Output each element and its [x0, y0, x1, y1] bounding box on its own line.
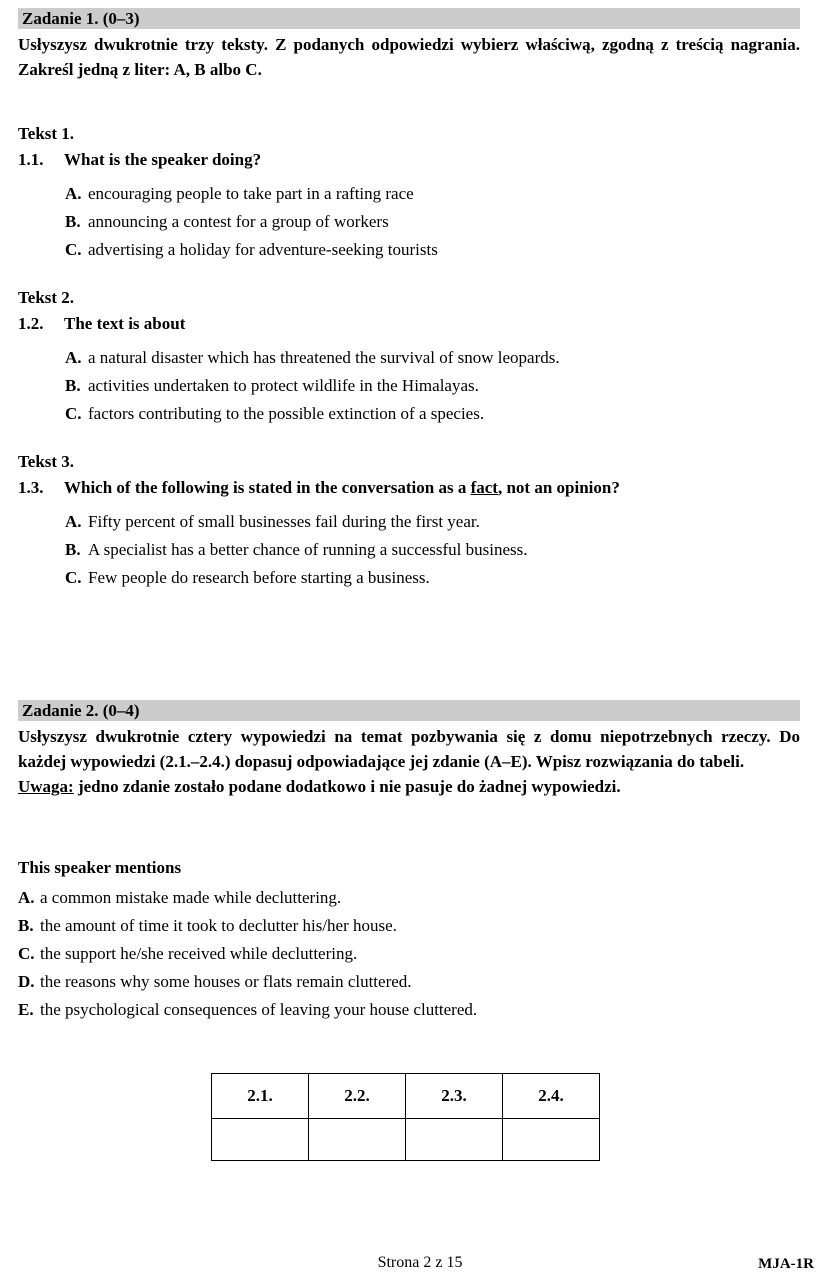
option-letter: A. — [18, 888, 35, 907]
option-letter: C. — [65, 568, 82, 587]
option-text: a common mistake made while decluttering. — [40, 888, 342, 907]
option-letter: D. — [18, 972, 35, 991]
text-3-label: Tekst 3. — [18, 452, 75, 471]
option-letter: A. — [65, 512, 82, 531]
option-letter: E. — [18, 1000, 34, 1019]
question-1-2 — [18, 312, 808, 336]
answer-header-2-3: 2.3. — [406, 1074, 503, 1119]
question-1-2-number: 1.2. — [18, 314, 44, 333]
question-1-1-stem: What is the speaker doing? — [64, 150, 262, 169]
match-option-a[interactable] — [18, 886, 808, 910]
option-text: announcing a contest for a group of workers — [88, 212, 389, 231]
option-letter: A. — [65, 348, 82, 367]
option-text: encouraging people to take part in a rafting race — [88, 184, 414, 203]
match-option-e[interactable] — [18, 998, 808, 1022]
answer-table-input-row — [212, 1119, 600, 1161]
task-2-instruction: Usłyszysz dwukrotnie cztery wypowiedzi na temat pozbywania się z domu niepotrzebnych rzeczy. Do każdej wypowiedzi (2.1.–2.4.) dopasuj odpowiadające jej zdanie (A–E). Wpisz rozwiązania do tabeli. Uwaga: jedno zdanie zostało podane dodatkowo i nie pasuje do żadnej wypowiedzi. — [18, 727, 800, 796]
match-option-b[interactable] — [18, 914, 808, 938]
answer-header-2-1: 2.1. — [212, 1074, 309, 1119]
answer-cell-2-3[interactable] — [406, 1119, 503, 1161]
option-text: Fifty percent of small businesses fail during the first year. — [88, 512, 480, 531]
option-letter: B. — [65, 212, 81, 231]
question-1-3-stem: Which of the following is stated in the conversation as a fact, not an opinion? — [64, 478, 620, 497]
question-1-1 — [18, 148, 808, 172]
option-1-1-c[interactable] — [65, 238, 825, 262]
option-1-3-a[interactable] — [65, 510, 825, 534]
option-letter: C. — [65, 240, 82, 259]
question-1-3 — [18, 476, 808, 500]
question-1-2-stem: The text is about — [64, 314, 186, 333]
option-1-2-c[interactable] — [65, 402, 825, 426]
option-text: A specialist has a better chance of running a successful business. — [88, 540, 528, 559]
option-1-3-b[interactable] — [65, 538, 825, 562]
option-letter: B. — [65, 376, 81, 395]
option-text: advertising a holiday for adventure-seeking tourists — [88, 240, 438, 259]
answer-header-2-2: 2.2. — [309, 1074, 406, 1119]
task-2-header-band — [18, 700, 800, 721]
task-1-title: Zadanie 1. (0–3) — [22, 9, 140, 28]
answer-table — [211, 1073, 600, 1161]
question-1-3-number: 1.3. — [18, 478, 44, 497]
option-text: the psychological consequences of leaving your house cluttered. — [40, 1000, 478, 1019]
option-1-1-a[interactable] — [65, 182, 825, 206]
page-number-footer: Strona 2 z 15 — [377, 1254, 463, 1271]
task-1-header-band — [18, 8, 800, 29]
option-1-1-b[interactable] — [65, 210, 825, 234]
option-1-3-c[interactable] — [65, 566, 825, 590]
answer-cell-2-2[interactable] — [309, 1119, 406, 1161]
option-letter: B. — [65, 540, 81, 559]
option-letter: A. — [65, 184, 82, 203]
question-1-1-number: 1.1. — [18, 150, 44, 169]
option-text: the support he/she received while decluttering. — [40, 944, 358, 963]
answer-header-2-4: 2.4. — [503, 1074, 600, 1119]
task-2-title: Zadanie 2. (0–4) — [22, 701, 140, 720]
option-1-2-a[interactable] — [65, 346, 825, 370]
option-text: the reasons why some houses or flats remain cluttered. — [40, 972, 412, 991]
match-option-c[interactable] — [18, 942, 808, 966]
option-text: factors contributing to the possible extinction of a species. — [88, 404, 485, 423]
answer-cell-2-4[interactable] — [503, 1119, 600, 1161]
task-2-sub-heading: This speaker mentions — [18, 858, 182, 877]
exam-code-footer: MJA-1R — [758, 1256, 814, 1272]
option-1-2-b[interactable] — [65, 374, 825, 398]
task-1-instruction: Usłyszysz dwukrotnie trzy teksty. Z podanych odpowiedzi wybierz właściwą, zgodną z treścią nagrania. Zakreśl jedną z liter: A, B albo C. — [18, 35, 800, 79]
option-text: the amount of time it took to declutter his/her house. — [40, 916, 397, 935]
option-letter: C. — [65, 404, 82, 423]
option-text: a natural disaster which has threatened the survival of snow leopards. — [88, 348, 560, 367]
option-text: Few people do research before starting a business. — [88, 568, 430, 587]
answer-cell-2-1[interactable] — [212, 1119, 309, 1161]
match-option-d[interactable] — [18, 970, 808, 994]
text-1-label: Tekst 1. — [18, 124, 75, 143]
answer-table-header-row — [212, 1074, 600, 1119]
option-letter: B. — [18, 916, 34, 935]
option-letter: C. — [18, 944, 35, 963]
option-text: activities undertaken to protect wildlife in the Himalayas. — [88, 376, 479, 395]
text-2-label: Tekst 2. — [18, 288, 75, 307]
